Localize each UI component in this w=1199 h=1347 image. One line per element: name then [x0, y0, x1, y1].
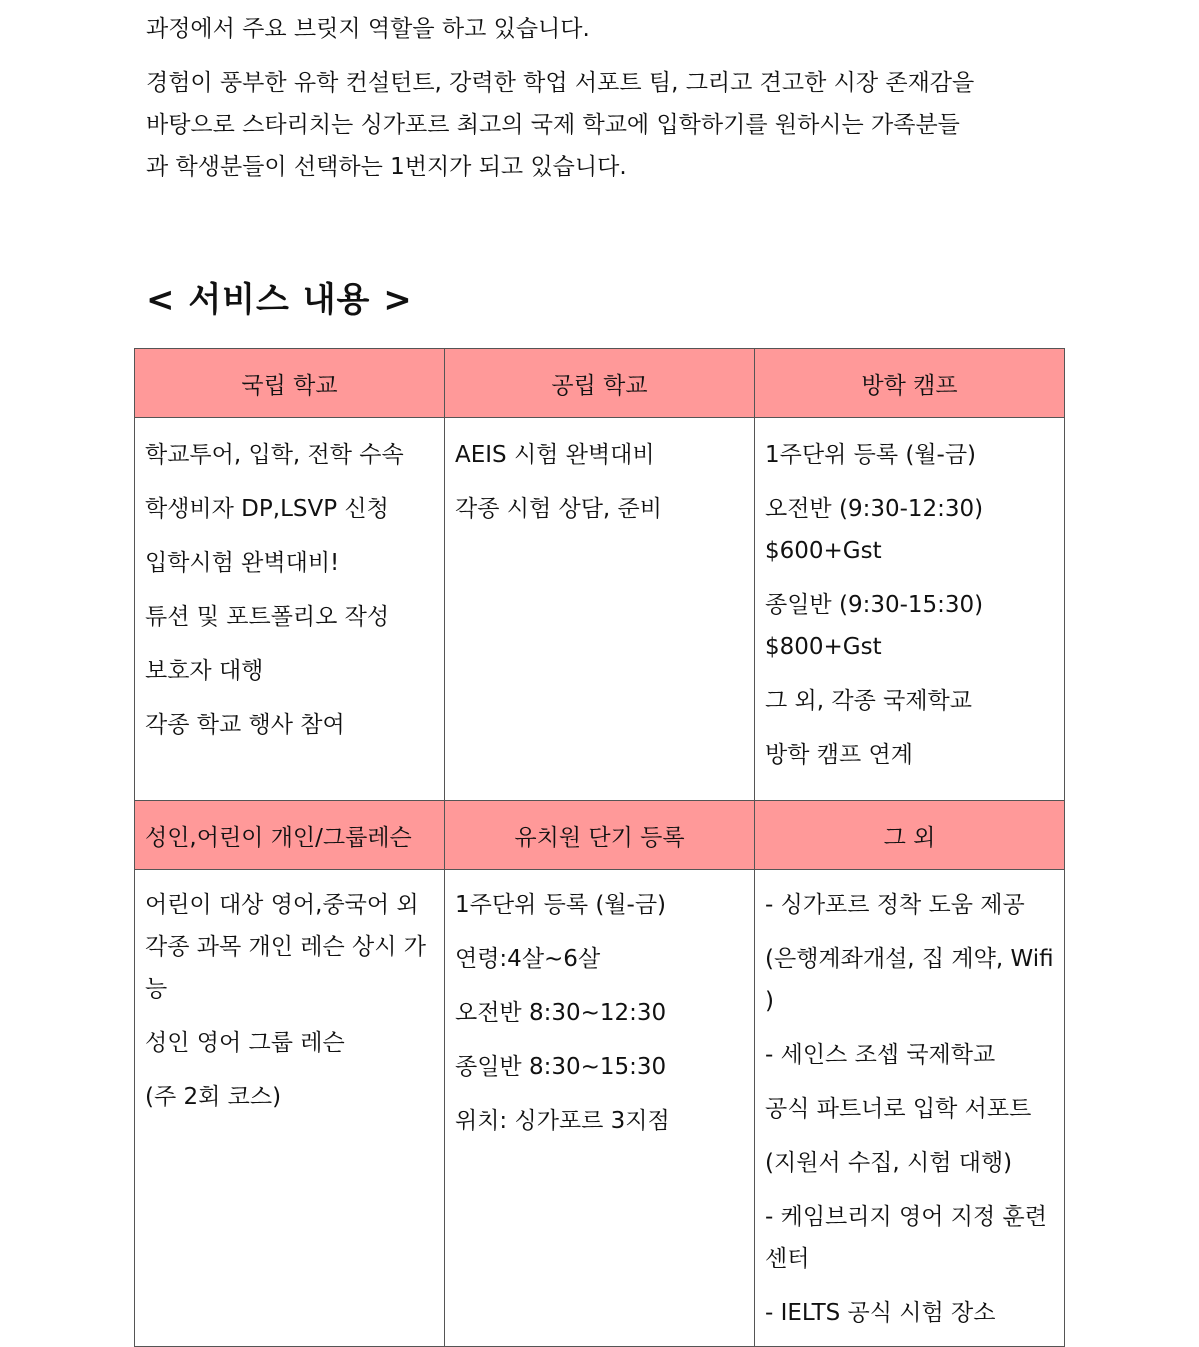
list-item: 튜션 및 포트폴리오 작성 — [145, 604, 390, 630]
list-item: (지원서 수집, 시험 대행) — [765, 1150, 1013, 1176]
list-item: - IELTS 공식 시험 장소 — [765, 1300, 996, 1326]
table-row — [135, 418, 1065, 801]
intro-paragraph — [146, 62, 1066, 188]
list-item: 공식 파트너로 입학 서포트 — [765, 1096, 1032, 1122]
list-item: - 케임브리지 영어 지정 훈련센터 — [765, 1204, 1047, 1272]
intro-paragraph-line: 과 학생분들이 선택하는 1번지가 되고 있습니다. — [146, 154, 627, 180]
list-item: - 싱가포르 정착 도움 제공 — [765, 892, 1025, 918]
cell-vacation-camp — [755, 418, 1065, 801]
header-national-school: 국립 학교 — [135, 349, 445, 418]
section-heading: < 서비스 내용 > — [146, 280, 413, 320]
header-public-school: 공립 학교 — [445, 349, 755, 418]
list-item: 입학시험 완벽대비! — [145, 550, 340, 576]
list-item: - 세인스 조셉 국제학교 — [765, 1042, 996, 1068]
list-item: 각종 시험 상담, 준비 — [455, 496, 662, 522]
list-item: 성인 영어 그룹 레슨 — [145, 1030, 345, 1056]
table-header-row — [135, 349, 1065, 418]
list-item: 1주단위 등록 (월-금) — [765, 442, 977, 468]
intro-paragraph-line: 바탕으로 스타리치는 싱가포르 최고의 국제 학교에 입학하기를 원하시는 가족분들 — [146, 112, 960, 138]
list-item: (은행계좌개설, 집 계약, Wifi ) — [765, 946, 1054, 1014]
header-lessons: 성인,어린이 개인/그룹레슨 — [135, 801, 445, 870]
list-item: 연령:4살~6살 — [455, 946, 601, 972]
cell-others — [755, 870, 1065, 1347]
list-item: 1주단위 등록 (월-금) — [455, 892, 667, 918]
header-others: 그 외 — [755, 801, 1065, 870]
intro-paragraph-line: 경험이 풍부한 유학 컨설턴트, 강력한 학업 서포트 팀, 그리고 견고한 시장 존재감을 — [146, 70, 975, 96]
cell-lessons — [135, 870, 445, 1347]
cell-national-school — [135, 418, 445, 801]
list-item: 어린이 대상 영어,중국어 외 각종 과목 개인 레슨 상시 가능 — [145, 892, 426, 1002]
cell-public-school — [445, 418, 755, 801]
table-header-row — [135, 801, 1065, 870]
list-item: 종일반 (9:30-15:30) $800+Gst — [765, 592, 984, 660]
list-item: (주 2회 코스) — [145, 1084, 282, 1110]
list-item: 오전반 (9:30-12:30) $600+Gst — [765, 496, 984, 564]
table-row — [135, 870, 1065, 1347]
list-item: 보호자 대행 — [145, 658, 264, 684]
list-item: 학생비자 DP,LSVP 신청 — [145, 496, 389, 522]
list-item: 각종 학교 행사 참여 — [145, 712, 345, 738]
list-item: 그 외, 각종 국제학교 — [765, 688, 972, 714]
list-item: 종일반 8:30~15:30 — [455, 1054, 667, 1080]
intro-text — [146, 8, 1066, 188]
list-item: 방학 캠프 연계 — [765, 742, 913, 768]
list-item: AEIS 시험 완벽대비 — [455, 442, 655, 468]
list-item: 위치: 싱가포르 3지점 — [455, 1108, 670, 1134]
list-item: 오전반 8:30~12:30 — [455, 1000, 667, 1026]
header-vacation-camp: 방학 캠프 — [755, 349, 1065, 418]
service-table — [134, 348, 1065, 1347]
intro-line: 과정에서 주요 브릿지 역할을 하고 있습니다. — [146, 16, 590, 42]
list-item: 학교투어, 입학, 전학 수속 — [145, 442, 404, 468]
header-kindergarten: 유치원 단기 등록 — [445, 801, 755, 870]
cell-kindergarten — [445, 870, 755, 1347]
